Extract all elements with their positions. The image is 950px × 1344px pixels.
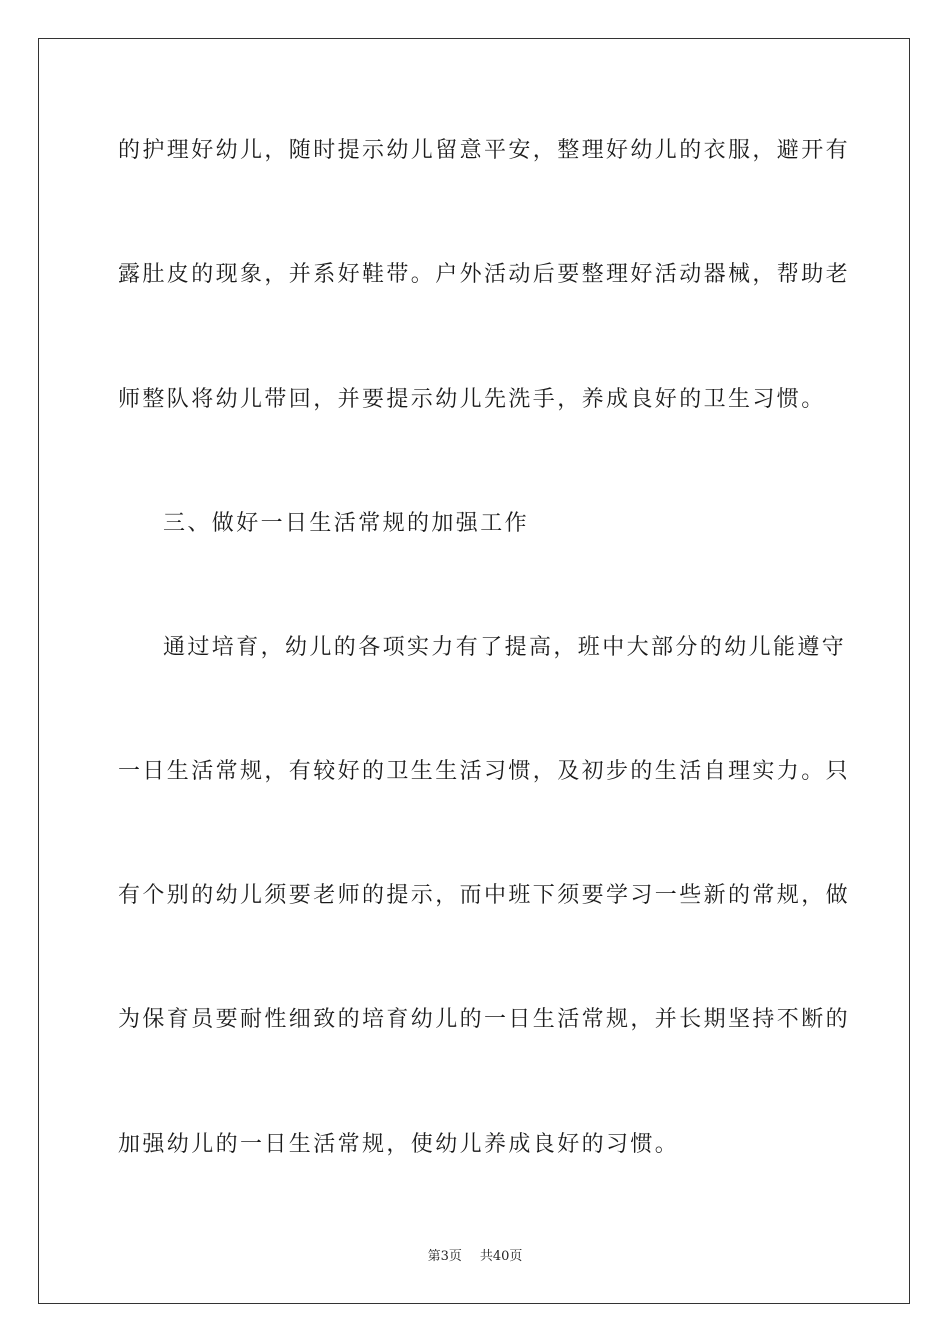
body-text-line: 通过培育，幼儿的各项实力有了提高，班中大部分的幼儿能遵守 — [163, 635, 847, 660]
body-text-line: 一日生活常规，有较好的卫生生活习惯，及初步的生活自理实力。只 — [118, 759, 851, 784]
body-text-line: 露肚皮的现象，并系好鞋带。户外活动后要整理好活动器械，帮助老 — [118, 262, 851, 287]
body-text-line: 为保育员要耐性细致的培育幼儿的一日生活常规，并长期坚持不断的 — [118, 1007, 851, 1032]
body-text-line: 加强幼儿的一日生活常规，使幼儿养成良好的习惯。 — [118, 1132, 680, 1157]
page-footer — [0, 1248, 950, 1266]
body-text-line: 有个别的幼儿须要老师的提示，而中班下须要学习一些新的常规，做 — [118, 883, 851, 908]
page-border — [38, 38, 910, 1304]
body-text-line: 师整队将幼儿带回，并要提示幼儿先洗手，养成良好的卫生习惯。 — [118, 387, 826, 412]
section-heading: 三、做好一日生活常规的加强工作 — [163, 511, 530, 536]
page-number-total: 共40页 — [479, 1249, 523, 1264]
page-number-current: 第3页 — [427, 1249, 462, 1264]
body-text-line: 的护理好幼儿，随时提示幼儿留意平安，整理好幼儿的衣服，避开有 — [118, 138, 851, 163]
